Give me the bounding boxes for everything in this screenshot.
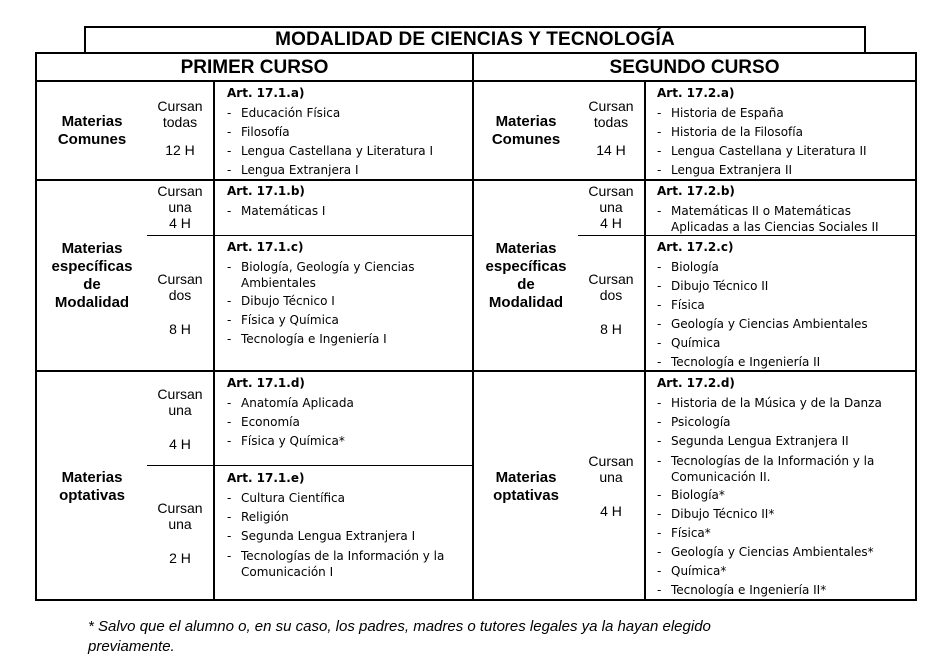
category-especificas-2: Materias específicas de Modalidad (485, 239, 567, 311)
list-item: - Matemáticas II o Matemáticas Aplicadas a las Ciencias Sociales II (657, 203, 912, 235)
list-item: - Tecnología e Ingeniería I (227, 330, 417, 349)
list-item: - Religión (227, 508, 467, 527)
cursan-especificas-b-2: Cursan una 4 H (588, 183, 634, 231)
cursan-especificas-c-1: Cursan dos 8 H (157, 271, 203, 337)
list-17-2-b: Art. 17.2.b) - Matemáticas II o Matemáticas Aplicadas a las Ciencias Sociales II (657, 182, 912, 236)
cursan-optativas-e-1: Cursan una 2 H (157, 500, 203, 566)
list-item: - Biología, Geología y Ciencias Ambientales (227, 259, 417, 291)
list-item: - Lengua Castellana y Literatura I (227, 142, 467, 161)
category-optativas-2: Materias optativas (493, 468, 559, 504)
list-item: - Segunda Lengua Extranjera II (657, 432, 912, 451)
list-17-1-c: Art. 17.1.c) - Biología, Geología y Ciencias Ambientales - Dibujo Técnico I - Física y Química - Tecnología e Ingeniería I (227, 238, 417, 349)
list-item: - Geología y Ciencias Ambientales (657, 315, 912, 334)
list-item: - Dibujo Técnico II* (657, 505, 912, 524)
list-item: - Educación Física (227, 104, 467, 123)
list-item: - Física* (657, 524, 912, 543)
cursan-optativas-d-1: Cursan una 4 H (157, 386, 203, 452)
cursan-comunes-2: Cursan todas 14 H (588, 98, 634, 158)
category-comunes: Materias Comunes (57, 112, 127, 148)
list-item: - Química* (657, 562, 912, 581)
left-list-divider (213, 80, 215, 601)
list-item: - Anatomía Aplicada (227, 394, 467, 413)
cursan-especificas-b-1: Cursan una 4 H (157, 183, 203, 231)
list-item: - Geología y Ciencias Ambientales* (657, 543, 912, 562)
footnote: * Salvo que el alumno o, en su caso, los padres, madres o tutores legales ya la hayan elegido previamente. (88, 618, 711, 655)
list-item: - Lengua Extranjera I (227, 161, 467, 180)
cursan-especificas-c-2: Cursan dos 8 H (588, 271, 634, 337)
list-item: - Historia de la Filosofía (657, 123, 912, 142)
list-item: - Física y Química (227, 311, 417, 330)
category-optativas: Materias optativas (59, 468, 125, 504)
list-item: - Cultura Científica (227, 489, 467, 508)
left-subrow-divider-bc (147, 235, 473, 236)
list-item: - Lengua Extranjera II (657, 161, 912, 180)
list-item: - Física (657, 296, 912, 315)
list-item: - Dibujo Técnico II (657, 277, 912, 296)
list-item: - Tecnología e Ingeniería II* (657, 581, 912, 600)
cursan-comunes-1: Cursan todas 12 H (157, 98, 203, 158)
cursan-optativas-d-2: Cursan una 4 H (588, 453, 634, 519)
list-17-1-d: Art. 17.1.d) - Anatomía Aplicada - Economía - Física y Química* (227, 374, 467, 451)
list-item: - Física y Química* (227, 432, 467, 451)
list-item: - Matemáticas I (227, 202, 467, 221)
list-17-2-d: Art. 17.2.d) - Historia de la Música y de la Danza - Psicología - Segunda Lengua Extranjera II - Tecnologías de la Información y la Comunicación II. - Biología* - Dibujo Técnico II* - Física* - Geología y Ciencias Ambientales* - Química* - Tecnología e Ingeniería II* (657, 374, 912, 600)
list-17-1-e: Art. 17.1.e) - Cultura Científica - Religión - Segunda Lengua Extranjera I - Tecnologías de la Información y la Comunicación I (227, 469, 467, 581)
list-item: - Biología (657, 258, 912, 277)
left-subrow-divider-de (147, 465, 473, 466)
list-item: - Biología* (657, 486, 912, 505)
list-17-1-b: Art. 17.1.b) - Matemáticas I (227, 182, 467, 221)
list-item: - Segunda Lengua Extranjera I (227, 527, 467, 546)
list-item: - Psicología (657, 413, 912, 432)
category-especificas: Materias específicas de Modalidad (51, 239, 133, 311)
header-segundo-curso: SEGUNDO CURSO (609, 57, 780, 78)
category-comunes-2: Materias Comunes (491, 112, 561, 148)
list-item: - Historia de la Música y de la Danza (657, 394, 912, 413)
list-item: - Lengua Castellana y Literatura II (657, 142, 912, 161)
list-item: - Química (657, 334, 912, 353)
list-item: - Filosofía (227, 123, 467, 142)
list-item: - Tecnologías de la Información y la Comunicación I (227, 548, 456, 580)
header-primer-curso: PRIMER CURSO (180, 57, 329, 78)
list-17-2-c: Art. 17.2.c) - Biología - Dibujo Técnico II - Física - Geología y Ciencias Ambientales - Química - Tecnología e Ingeniería II (657, 238, 912, 372)
list-item: - Tecnologías de la Información y la Comunicación II. (657, 453, 896, 485)
right-list-divider (644, 80, 646, 601)
list-item: - Economía (227, 413, 467, 432)
list-item: - Tecnología e Ingeniería II (657, 353, 912, 372)
list-17-1-a: Art. 17.1.a) - Educación Física - Filosofía - Lengua Castellana y Literatura I - Lengua Extranjera I (227, 84, 467, 180)
list-17-2-a: Art. 17.2.a) - Historia de España - Historia de la Filosofía - Lengua Castellana y Literatura II - Lengua Extranjera II (657, 84, 912, 180)
list-item: - Historia de España (657, 104, 912, 123)
list-item: - Dibujo Técnico I (227, 292, 417, 311)
table-title: MODALIDAD DE CIENCIAS Y TECNOLOGÍA (84, 26, 866, 54)
